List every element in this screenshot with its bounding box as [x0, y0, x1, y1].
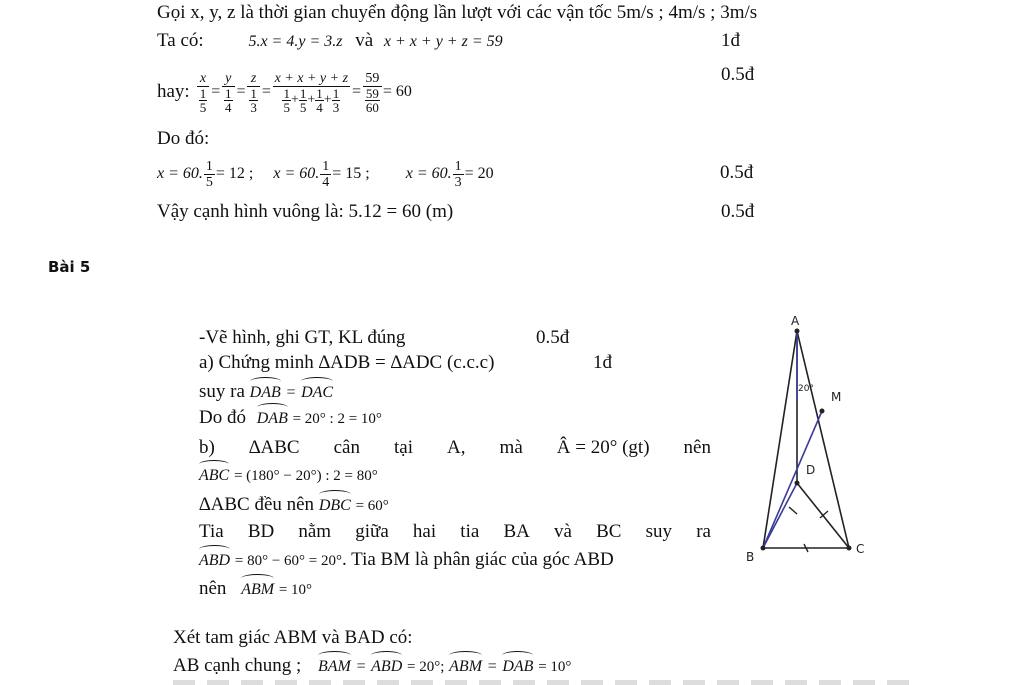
score-solutions: 0.5đ: [720, 162, 754, 183]
tia-bd-line: Tia BD nằm giữa hai tia BA và BC suy ra: [199, 521, 711, 542]
fraction-y: $\frac{y}{\frac{1}{4}}$: [222, 71, 235, 114]
result-value: = 60: [382, 83, 412, 100]
ta-co-line: [157, 30, 503, 53]
label-b: B: [746, 550, 755, 564]
solutions-line: [157, 154, 494, 194]
solution-1: x = 60. $\frac{1}{5}$ = 12 ;: [157, 158, 254, 190]
deu-line: ∆ABC đều nên DBC = 60°: [199, 494, 389, 515]
part-a-line: a) Chứng minh ∆ADB = ∆ADC (c.c.c): [199, 352, 495, 373]
section-heading: Bài 5: [48, 258, 91, 276]
solution-3: x = 60. $\frac{1}{3}$ = 20: [405, 158, 494, 190]
label-d: D: [806, 463, 816, 477]
label-angle-20: 20°: [798, 384, 814, 394]
problem-intro: Gọi x, y, z là thời gian chuyển động lần lượt với các vận tốc 5m/s ; 4m/s ; 3m/s: [157, 2, 758, 23]
equation-ratios: 5.x = 4.y = 3.z: [248, 33, 343, 50]
fraction-result: $\frac{59}{\frac{59}{60}}$: [363, 71, 382, 114]
xet-line: Xét tam giác ABM và BAD có:: [173, 627, 413, 648]
triangle-figure: [740, 305, 880, 570]
draw-line: -Vẽ hình, ghi GT, KL đúng: [199, 327, 406, 348]
ta-co-label: Ta có:: [157, 30, 204, 51]
angle-dab: DAB: [250, 382, 281, 404]
fraction-z: $\frac{z}{\frac{1}{3}}$: [247, 71, 260, 114]
angle-abd: ABD: [371, 656, 402, 678]
angle-dab: DAB: [257, 408, 288, 430]
abd-line: ABD = 80° − 60° = 20°. Tia BM là phân giác của góc ABD: [199, 549, 614, 570]
score-a: 1đ: [593, 352, 612, 373]
do-do-dab-line: Do đó DAB = 20° : 2 = 10°: [199, 407, 382, 428]
solution-2: x = 60. $\frac{1}{4}$ = 15 ;: [273, 158, 370, 190]
angle-dac: DAC: [301, 382, 333, 404]
equation-sum: x + x + y + z = 59: [383, 33, 503, 50]
ab-chung-line: AB cạnh chung ; BAM = ABD = 20°; ABM = DAB = 10°: [173, 655, 572, 676]
angle-abc: ABC: [199, 465, 229, 487]
fraction-sum: x + x + y + z $\frac{1}{5}$ + $\frac{1}{5}$ + $\frac{1}{4}$ + $\frac{1}{3}$: [274, 70, 349, 115]
angle-dbc: DBC: [319, 495, 351, 517]
conjunction: và: [355, 30, 374, 51]
abm-line: nên ABM = 10°: [199, 578, 313, 599]
score-draw: 0.5đ: [536, 327, 570, 348]
angle-abd: ABD: [199, 550, 230, 572]
label-c: C: [856, 542, 865, 556]
do-do-label: Do đó:: [157, 128, 210, 149]
suy-ra-line: suy ra DAB = DAC: [199, 381, 334, 402]
segment-bm: [763, 411, 822, 548]
angle-dab: DAB: [502, 656, 533, 678]
hay-line: hay: $\frac{x}{\frac{1}{5}}$ = $\frac{y}{\frac{1}{4}}$ = $\frac{z}{\frac{1}{3}}$ = x + x + y + z $\frac{1}{5}$ + $\frac{1}{5}$ + $\frac{1}{4}$ + $\frac{1}{3}$ = $\frac{59}{\frac{59}{60}}$ = 60: [157, 70, 412, 115]
score-conclusion: 0.5đ: [721, 201, 755, 222]
conclusion: Vậy cạnh hình vuông là: 5.12 = 60 (m): [157, 201, 454, 222]
cutoff-line: [173, 680, 913, 685]
score-hay: 0.5đ: [721, 64, 755, 85]
abc-line: ABC = (180° − 20°) : 2 = 80°: [199, 464, 378, 487]
fraction-x: $\frac{x}{\frac{1}{5}}$: [197, 71, 210, 114]
part-b-line: b) ∆ABC cân tại A, mà Â = 20° (gt) nên: [199, 437, 711, 458]
label-a: A: [791, 314, 800, 328]
angle-abm: ABM: [241, 579, 274, 601]
angle-abm: ABM: [449, 656, 482, 678]
hay-label: hay:: [157, 81, 190, 102]
label-m: M: [831, 390, 842, 404]
score-ta-co: 1đ: [721, 30, 740, 51]
angle-bam: BAM: [318, 656, 351, 678]
